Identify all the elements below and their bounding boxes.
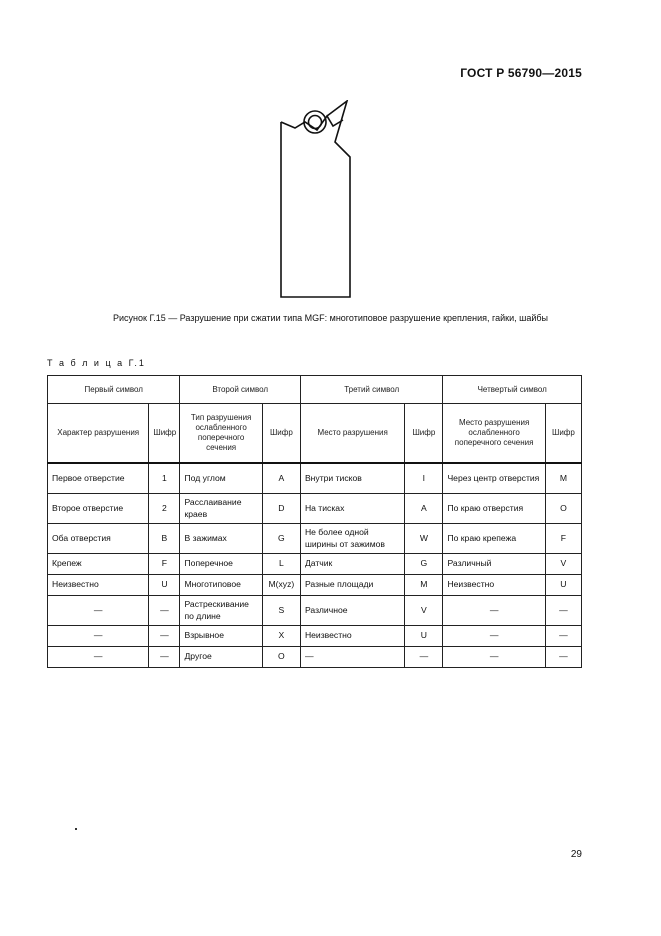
table-cell: —: [545, 647, 581, 668]
table-cell: —: [405, 647, 443, 668]
table-cell: Неизвестно: [300, 626, 404, 647]
fracture-code-table: [47, 375, 582, 668]
fastener-inner: [309, 116, 322, 129]
group-header: Четвертый символ: [443, 376, 582, 404]
table-cell: 1: [149, 463, 180, 494]
table-cell: S: [262, 596, 300, 626]
specimen-figure: [275, 100, 355, 300]
table-cell: W: [405, 524, 443, 554]
table-cell: Второе отверстие: [48, 494, 149, 524]
table-cell: —: [149, 596, 180, 626]
group-header: Первый символ: [48, 376, 180, 404]
table-cell: Различный: [443, 554, 545, 575]
table-row: [48, 575, 582, 596]
table-cell: G: [262, 524, 300, 554]
table-cell: —: [48, 626, 149, 647]
table-cell: Растрескивание по длине: [180, 596, 262, 626]
column-header-row: [48, 404, 582, 464]
table-cell: Крепеж: [48, 554, 149, 575]
table-cell: Первое отверстие: [48, 463, 149, 494]
table-cell: G: [405, 554, 443, 575]
column-header: Место разрушения: [300, 404, 404, 464]
table-row: [48, 554, 582, 575]
table-row: [48, 596, 582, 626]
document-header: ГОСТ Р 56790—2015: [460, 66, 582, 80]
table-cell: —: [48, 596, 149, 626]
table-cell: U: [149, 575, 180, 596]
figure-caption: Рисунок Г.15 — Разрушение при сжатии типа MGF: многотиповое разрушение крепления, гайки, шайбы: [113, 313, 548, 323]
group-header-row: [48, 376, 582, 404]
table-cell: V: [545, 554, 581, 575]
table-cell: Взрывное: [180, 626, 262, 647]
table-row: [48, 494, 582, 524]
table-cell: Оба отверстия: [48, 524, 149, 554]
column-header: Место разрушения ослабленного поперечного сечения: [443, 404, 545, 464]
table-cell: —: [443, 647, 545, 668]
column-header: Шифр: [545, 404, 581, 464]
table-cell: —: [545, 596, 581, 626]
table-cell: —: [300, 647, 404, 668]
table-cell: —: [443, 626, 545, 647]
table-row: [48, 463, 582, 494]
table-cell: Поперечное: [180, 554, 262, 575]
table-cell: A: [262, 463, 300, 494]
table-cell: Внутри тисков: [300, 463, 404, 494]
table-cell: Под углом: [180, 463, 262, 494]
table-cell: M: [545, 463, 581, 494]
column-header: Шифр: [405, 404, 443, 464]
column-header: Шифр: [149, 404, 180, 464]
table-cell: B: [149, 524, 180, 554]
table-cell: L: [262, 554, 300, 575]
specimen-outline: [281, 101, 350, 297]
table-cell: Неизвестно: [48, 575, 149, 596]
table-cell: Другое: [180, 647, 262, 668]
column-header: Тип разрушения ослабленного поперечного сечения: [180, 404, 262, 464]
table-cell: Через центр отверстия: [443, 463, 545, 494]
table-label: Т а б л и ц а Г.1: [47, 358, 146, 368]
table-cell: D: [262, 494, 300, 524]
page-number: 29: [570, 849, 582, 860]
table-cell: —: [545, 626, 581, 647]
table-cell: —: [443, 596, 545, 626]
table-cell: U: [545, 575, 581, 596]
table-cell: —: [48, 647, 149, 668]
table-cell: Разные площади: [300, 575, 404, 596]
table-cell: 2: [149, 494, 180, 524]
table-cell: Неизвестно: [443, 575, 545, 596]
table-cell: A: [405, 494, 443, 524]
table-cell: M(xyz): [262, 575, 300, 596]
table-cell: V: [405, 596, 443, 626]
table-cell: Различное: [300, 596, 404, 626]
table-cell: M: [405, 575, 443, 596]
table-cell: В зажимах: [180, 524, 262, 554]
table-cell: O: [545, 494, 581, 524]
table-row: [48, 626, 582, 647]
group-header: Второй символ: [180, 376, 300, 404]
table-cell: Многотиповое: [180, 575, 262, 596]
table-cell: По краю крепежа: [443, 524, 545, 554]
table-cell: Не более одной ширины от зажимов: [300, 524, 404, 554]
table-cell: По краю отверстия: [443, 494, 545, 524]
table-cell: I: [405, 463, 443, 494]
table-cell: —: [149, 626, 180, 647]
table-cell: F: [149, 554, 180, 575]
table-row: [48, 647, 582, 668]
table-cell: U: [405, 626, 443, 647]
group-header: Третий символ: [300, 376, 443, 404]
column-header: Шифр: [262, 404, 300, 464]
table-cell: —: [149, 647, 180, 668]
table-cell: X: [262, 626, 300, 647]
table-cell: Датчик: [300, 554, 404, 575]
table-cell: Расслаивание краев: [180, 494, 262, 524]
table-cell: O: [262, 647, 300, 668]
table-cell: На тисках: [300, 494, 404, 524]
page-mark: [75, 828, 77, 830]
column-header: Характер разрушения: [48, 404, 149, 464]
table-row: [48, 524, 582, 554]
table-cell: F: [545, 524, 581, 554]
